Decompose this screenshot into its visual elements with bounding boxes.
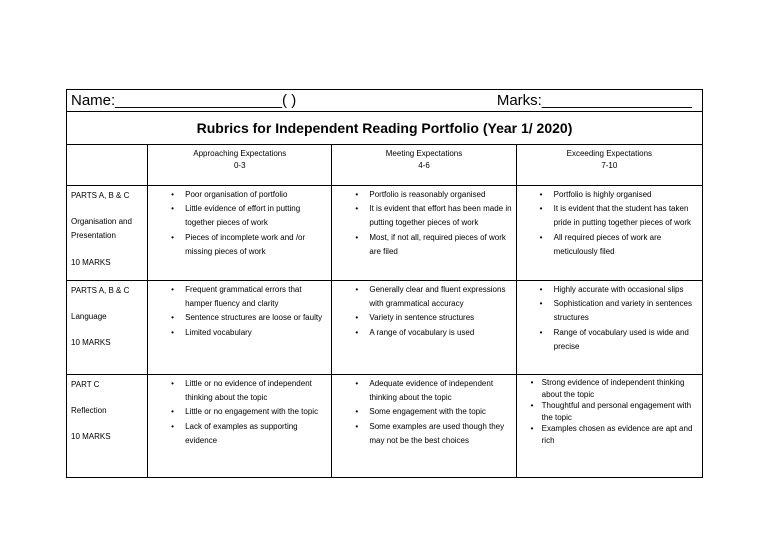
criterion-marks: 10 MARKS — [71, 338, 111, 348]
descriptor-item: • Strong evidence of independent thinking about the topic — [517, 377, 702, 400]
descriptor-item: • Poor organisation of portfolio — [148, 188, 331, 202]
descriptor-item: • All required pieces of work are meticulously filed — [517, 231, 702, 259]
descriptor-item: • Pieces of incomplete work and /or missing pieces of work — [148, 231, 331, 259]
criterion-row-reflection — [67, 375, 703, 478]
descriptor-item: • Variety in sentence structures — [332, 311, 515, 325]
descriptor-item: • Portfolio is reasonably organised — [332, 188, 515, 202]
descriptor-cell-approaching — [148, 281, 332, 375]
descriptor-item: • Some examples are used though they may not be the best choices — [332, 420, 515, 448]
level-header-approaching — [148, 145, 332, 186]
title-row — [67, 112, 703, 145]
levels-header-row — [67, 145, 703, 186]
descriptor-item: • Range of vocabulary used is wide and precise — [517, 326, 702, 354]
criterion-name: Organisation and — [71, 217, 132, 227]
descriptor-cell-meeting — [332, 281, 516, 375]
descriptor-cell-approaching — [148, 186, 332, 281]
criterion-label-cell — [67, 186, 148, 281]
descriptor-item: • Little evidence of effort in putting together pieces of work — [148, 202, 331, 230]
descriptor-item: • Frequent grammatical errors that hamper fluency and clarity — [148, 283, 331, 311]
descriptor-cell-meeting — [332, 186, 516, 281]
descriptor-item: • Some engagement with the topic — [332, 405, 515, 419]
descriptor-cell-meeting — [332, 375, 516, 478]
descriptor-cell-exceeding — [516, 281, 702, 375]
descriptor-item: • Portfolio is highly organised — [517, 188, 702, 202]
criterion-row-language — [67, 281, 703, 375]
level-range: 7-10 — [601, 161, 618, 170]
descriptor-item: • Thoughtful and personal engagement with the topic — [517, 400, 702, 423]
level-name: Exceeding Expectations — [566, 149, 653, 158]
descriptor-item: • Most, if not all, required pieces of work are filed — [332, 231, 515, 259]
descriptor-item: • Limited vocabulary — [148, 326, 331, 340]
descriptor-item: • Examples chosen as evidence are apt and rich — [517, 423, 702, 446]
descriptor-item: • A range of vocabulary is used — [332, 326, 515, 340]
criterion-part: PARTS A, B & C — [71, 286, 130, 295]
criterion-marks: 10 MARKS — [71, 432, 111, 442]
criterion-part: PARTS A, B & C — [71, 191, 130, 200]
level-range: 4-6 — [418, 161, 430, 170]
descriptor-cell-approaching — [148, 375, 332, 478]
criterion-label-cell — [67, 281, 148, 375]
criterion-name: Language — [71, 312, 107, 322]
rubric-sheet — [66, 89, 703, 478]
criterion-row-organisation — [67, 186, 703, 281]
level-header-exceeding — [516, 145, 702, 186]
criterion-part: PART C — [71, 380, 100, 389]
level-name: Meeting Expectations — [385, 149, 463, 158]
descriptor-item: • Adequate evidence of independent thinking about the topic — [332, 377, 515, 405]
criterion-label-cell — [67, 375, 148, 478]
descriptor-item: • Sentence structures are loose or faulty — [148, 311, 331, 325]
descriptor-item: • It is evident that the student has taken pride in putting together pieces of work — [517, 202, 702, 230]
descriptor-item: • Highly accurate with occasional slips — [517, 283, 702, 297]
descriptor-item: • It is evident that effort has been made in putting together pieces of work — [332, 202, 515, 230]
criterion-name: Reflection — [71, 406, 107, 416]
descriptor-item: • Little or no evidence of independent thinking about the topic — [148, 377, 331, 405]
criterion-name: Presentation — [71, 231, 116, 241]
document-title: Rubrics for Independent Reading Portfolio (Year 1/ 2020) — [67, 112, 703, 145]
name-field-label: Name:____________________( ) — [71, 92, 297, 109]
descriptor-item: • Generally clear and fluent expressions with grammatical accuracy — [332, 283, 515, 311]
descriptor-item: • Sophistication and variety in sentences structures — [517, 297, 702, 325]
descriptor-item: • Lack of examples as supporting evidence — [148, 420, 331, 448]
name-marks-cell — [67, 90, 703, 112]
name-marks-row — [67, 90, 703, 112]
rubric-table — [66, 89, 703, 478]
descriptor-item: • Little or no engagement with the topic — [148, 405, 331, 419]
marks-field-label: Marks:__________________ — [496, 92, 692, 109]
level-range: 0-3 — [233, 161, 246, 170]
descriptor-cell-exceeding — [516, 186, 702, 281]
level-name: Approaching Expectations — [193, 149, 287, 158]
corner-cell — [67, 145, 148, 186]
level-header-meeting — [332, 145, 516, 186]
descriptor-cell-exceeding — [516, 375, 702, 478]
criterion-marks: 10 MARKS — [71, 257, 111, 267]
